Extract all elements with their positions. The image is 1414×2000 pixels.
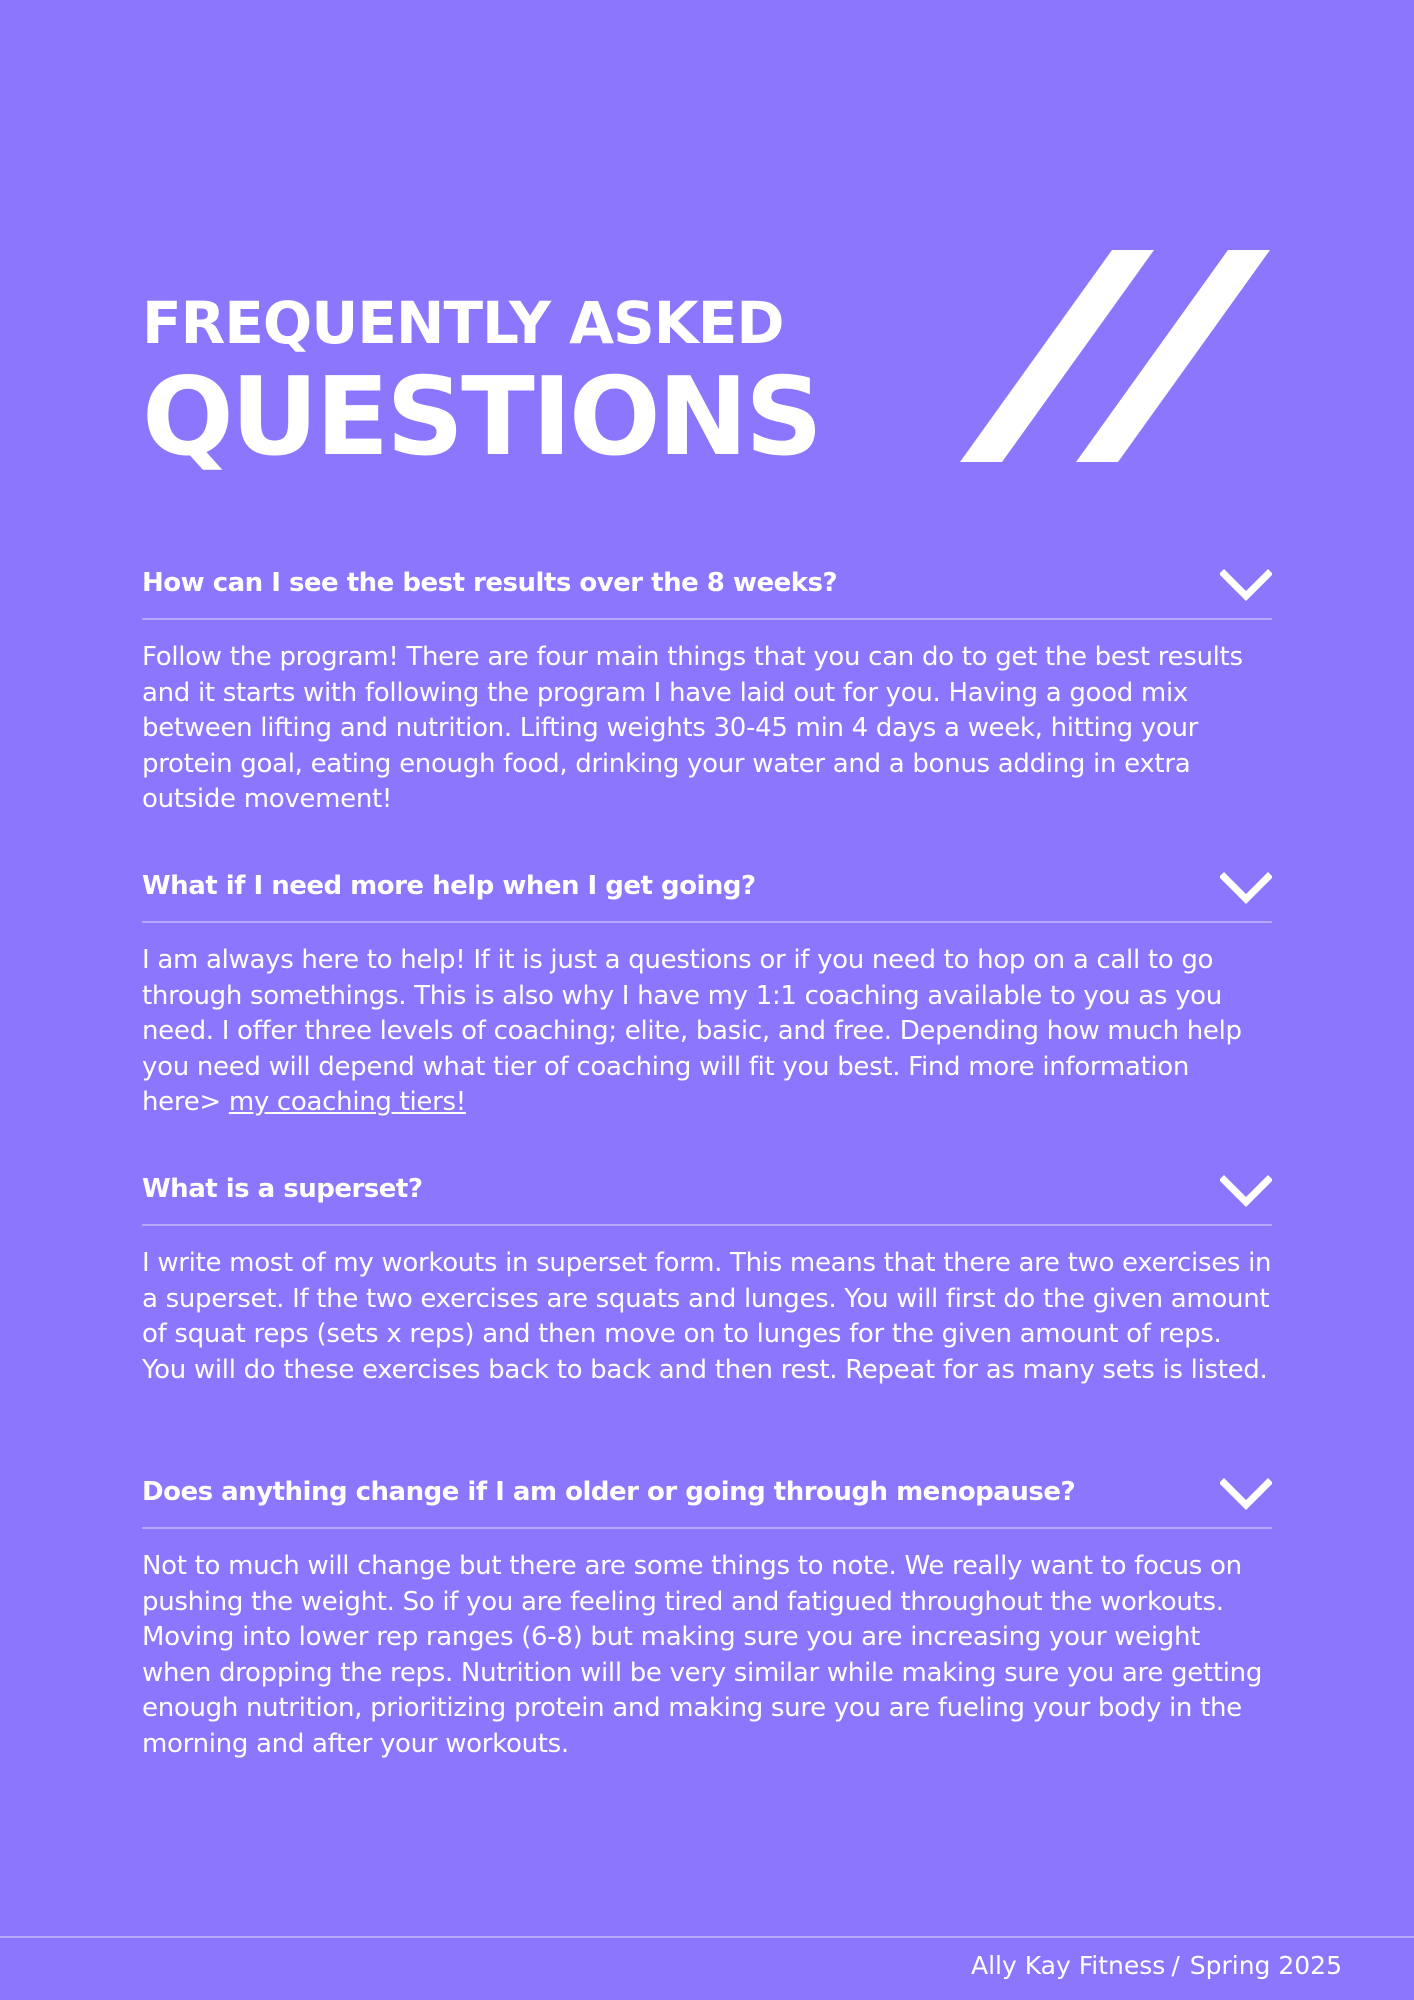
faq-question-row[interactable] <box>142 560 1272 620</box>
faq-item-results <box>142 560 1272 818</box>
faq-item-superset <box>142 1166 1272 1388</box>
faq-answer <box>142 943 1272 1121</box>
chevron-down-icon[interactable] <box>1220 1477 1272 1513</box>
coaching-tiers-link[interactable]: my coaching tiers! <box>228 1087 466 1117</box>
faq-question-row[interactable] <box>142 1469 1272 1529</box>
faq-question: What if I need more help when I get going? <box>142 871 756 901</box>
chevron-down-icon[interactable] <box>1220 871 1272 907</box>
faq-answer: Follow the program! There are four main things that you can do to get the best results and it starts with following the program I have laid out for you. Having a good mix between lifting and nutrition. Lifting weights 30-45 min 4 days a week, hitting your protein goal, eating enough food, drinking your water and a bonus adding in extra outside movement! <box>142 642 1243 814</box>
chevron-down-icon[interactable] <box>1220 1174 1272 1210</box>
page-title-top: FREQUENTLY ASKED <box>142 289 784 357</box>
footer-separator: / <box>1171 1951 1180 1980</box>
faq-item-more-help <box>142 863 1272 1121</box>
page-title-main: QUESTIONS <box>142 355 820 480</box>
faq-question: What is a superset? <box>142 1174 423 1204</box>
faq-question: How can I see the best results over the 8 weeks? <box>142 568 838 598</box>
page-footer <box>971 1951 1342 1980</box>
faq-question-row[interactable] <box>142 863 1272 923</box>
faq-item-menopause <box>142 1469 1272 1762</box>
faq-answer: Not to much will change but there are some things to note. We really want to focus on pushing the weight. So if you are feeling tired and fatigued throughout the workouts. Moving into lower rep ranges (6-8) but making sure you are increasing your weight when dropping the reps. Nutrition will be very similar while making sure you are getting enough nutrition, prioritizing protein and making sure you are fueling your body in the morning and after your workouts. <box>142 1551 1263 1759</box>
chevron-down-icon[interactable] <box>1220 568 1272 604</box>
footer-brand: Ally Kay Fitness <box>970 1951 1166 1980</box>
footer-divider <box>0 1936 1414 1938</box>
double-slash-icon <box>958 250 1278 462</box>
footer-season: Spring 2025 <box>1189 1951 1342 1980</box>
faq-answer-text: I am always here to help! If it is just a questions or if you need to hop on a call to go through somethings. This is also why I have my 1:1 coaching available to you as you need. I offer three levels of coaching; elite, basic, and free. Depending how much help you need will depend what tier of coaching will fit you best. Find more information here> <box>142 945 1242 1117</box>
page-header <box>142 288 820 478</box>
faq-answer: I write most of my workouts in superset form. This means that there are two exercises in a superset. If the two exercises are squats and lunges. You will first do the given amount of squat reps (sets x reps) and then move on to lunges for the given amount of reps. You will do these exercises back to back and then rest. Repeat for as many sets is listed. <box>142 1248 1272 1385</box>
faq-question-row[interactable] <box>142 1166 1272 1226</box>
faq-question: Does anything change if I am older or going through menopause? <box>142 1477 1076 1507</box>
